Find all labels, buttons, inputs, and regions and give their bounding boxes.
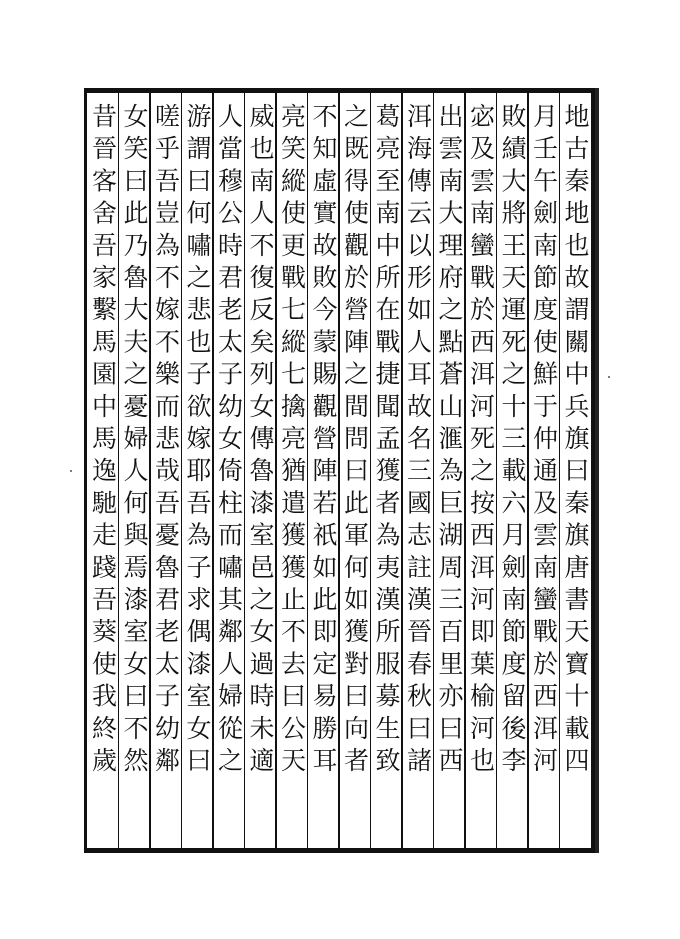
paper-speck	[70, 470, 72, 472]
column-rule	[275, 93, 277, 848]
text-block-frame	[84, 88, 595, 853]
text-column-10: 亮笑縱使更戰七縱七擒亮猶遣獲獲止不去曰公天	[277, 103, 307, 780]
column-rule	[181, 93, 183, 848]
column-rule	[338, 93, 340, 848]
column-rule	[401, 93, 403, 848]
page-edge-strip	[595, 88, 599, 853]
text-column-3: 敗績大將王天運死之十三載六月劍南節度留後李	[498, 103, 527, 780]
text-column-13: 游謂曰何嘯之悲也子欲嫁耶吾為子求偶漆室女曰	[183, 103, 212, 780]
column-rule	[149, 93, 151, 848]
paper-speck	[608, 376, 610, 378]
text-column-6: 洱海傳云以形如人耳故名三國志註漢晉春秋曰諸	[403, 103, 433, 780]
column-rule	[433, 93, 435, 848]
column-rule	[464, 93, 466, 848]
text-column-9: 不知虛實故敗今蒙賜觀營陣若祇如此即定易勝耳	[309, 103, 338, 780]
text-column-11: 威也南人不復反矣列女傳魯漆室邑之女過時未適	[246, 103, 275, 780]
text-column-16: 昔晉客舍吾家繫馬園中馬逸馳走踐吾葵使我終歲	[88, 103, 118, 780]
column-rule	[527, 93, 529, 848]
text-column-15: 女笑曰此乃魯大夫之憂婦人何與焉漆室女曰不然	[120, 103, 149, 780]
text-column-5: 出雲南大理府之點蒼山滙為巨湖周三百里亦曰西	[435, 103, 464, 780]
column-rule	[244, 93, 246, 848]
vertical-text-columns	[87, 93, 591, 848]
column-rule	[559, 93, 561, 848]
column-rule	[370, 93, 372, 848]
text-column-7: 葛亮至南中所在戰捷聞孟獲者為夷漢所服募生致	[372, 103, 401, 780]
column-rule	[496, 93, 498, 848]
column-rule	[118, 93, 120, 848]
text-column-8: 之既得使觀於營陣之間問曰此軍何如獲對曰向者	[340, 103, 370, 780]
column-rule	[307, 93, 309, 848]
text-column-12: 人當穆公時君老太子幼女倚柱而嘯其鄰人婦從之	[214, 103, 244, 780]
text-column-4: 宓及雲南蠻戰於西洱河死之按西洱河即葉榆河也	[466, 103, 496, 780]
text-column-1: 地古秦地也故謂關中兵旗曰秦旗唐書天寶十載四	[561, 103, 590, 780]
text-column-14: 嗟乎吾豈為不嫁不樂而悲哉吾憂魯君老太子幼鄰	[151, 103, 181, 780]
column-rule	[212, 93, 214, 848]
text-column-2: 月壬午劍南節度使鮮于仲通及雲南蠻戰於西洱河	[529, 103, 559, 780]
